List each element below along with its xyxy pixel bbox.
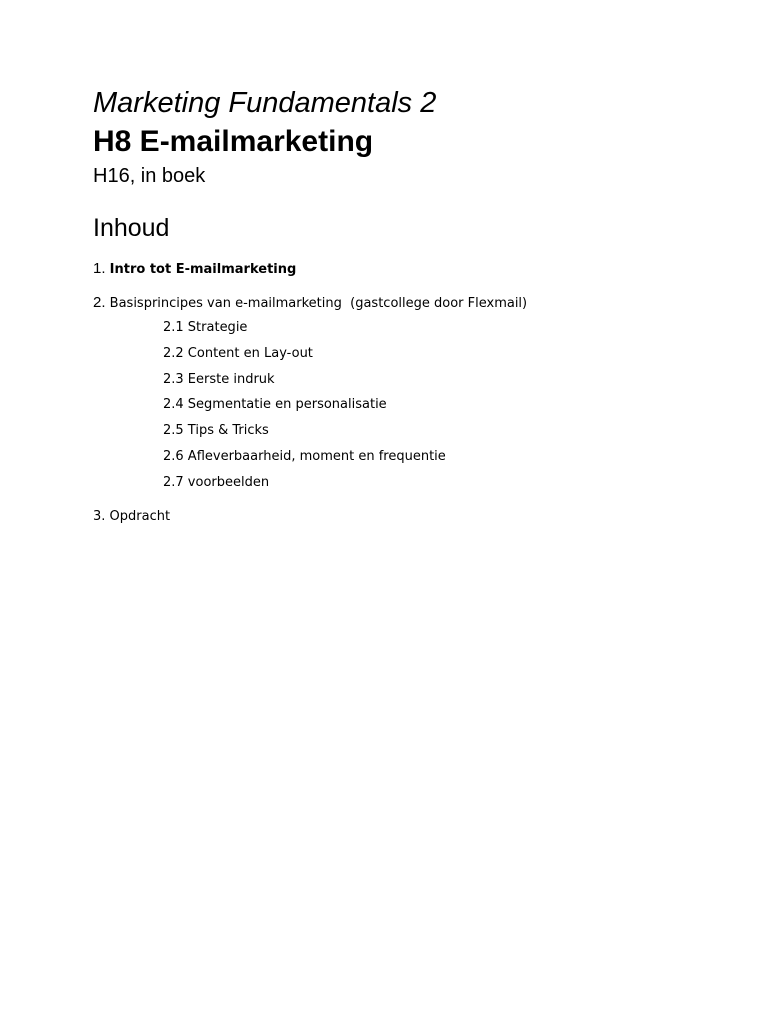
toc-heading: Inhoud [93, 214, 170, 242]
toc-subitem: 2.4 Segmentatie en personalisatie [163, 397, 387, 412]
toc-item-number: 3. [93, 509, 106, 524]
toc-item-number: 2. [93, 294, 106, 311]
toc-item-label: Basisprincipes van e-mailmarketing (gastcollege door Flexmail) [109, 296, 528, 311]
toc-item-label: Opdracht [109, 509, 171, 524]
toc-subitem: 2.1 Strategie [163, 320, 248, 335]
toc-item-1 [93, 261, 296, 276]
toc-subitem: 2.3 Eerste indruk [163, 372, 275, 387]
toc-subitem: 2.5 Tips & Tricks [163, 423, 269, 438]
chapter-heading: H8 E-mailmarketing [93, 125, 374, 158]
toc-subitem: 2.7 voorbeelden [163, 475, 270, 490]
toc-subitem: 2.6 Afleverbaarheid, moment en frequentie [163, 449, 446, 464]
chapter-subtitle: H16, in boek [93, 165, 206, 187]
toc-item-label: Intro tot E-mailmarketing [109, 262, 297, 277]
document-title: Marketing Fundamentals 2 [93, 87, 437, 119]
toc-item-number: 1. [93, 260, 106, 277]
toc-item-2 [93, 295, 527, 310]
toc-subitem: 2.2 Content en Lay-out [163, 346, 313, 361]
toc-item-3 [93, 510, 170, 523]
